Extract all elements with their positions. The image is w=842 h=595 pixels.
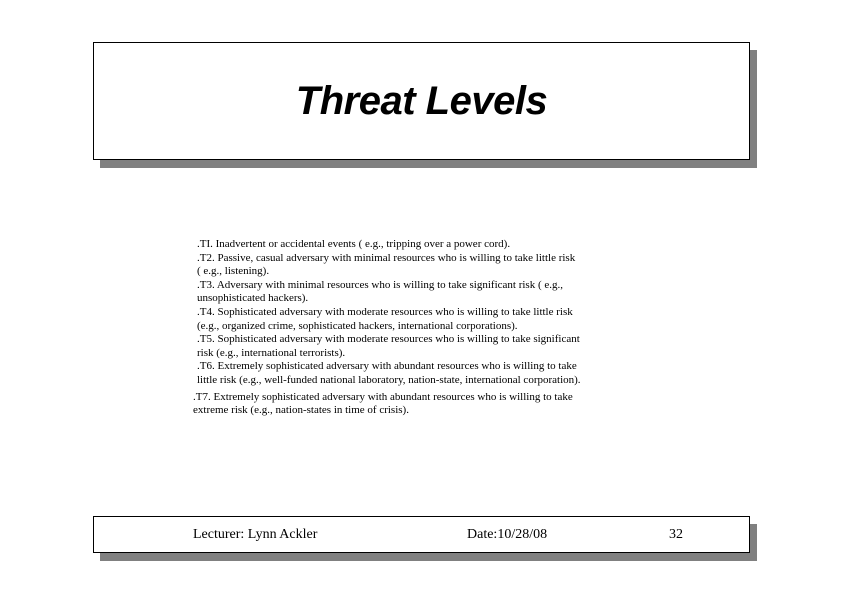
page-number: 32: [669, 527, 683, 542]
footer-box: [93, 516, 750, 553]
threat-item-line: .TI. Inadvertent or accidental events ( e.g., tripping over a power cord).: [197, 238, 511, 250]
threat-item-t1: [193, 238, 633, 252]
threat-item-line: .T7. Extremely sophisticated adversary with abundant resources who is willing to take: [193, 390, 573, 403]
date-label: Date:10/28/08: [467, 527, 548, 542]
threat-item-line: .T4. Sophisticated adversary with moderate resources who is willing to take little risk: [197, 305, 573, 318]
threat-item-line: extreme risk (e.g., nation-states in time of crisis).: [193, 404, 409, 417]
threat-item-line: .T3. Adversary with minimal resources who is willing to take significant risk ( e.g.,: [197, 278, 563, 291]
threat-item-t2: [193, 252, 633, 279]
lecturer-label: Lecturer: Lynn Ackler: [193, 527, 318, 542]
slide-title: Threat Levels: [295, 79, 548, 123]
threat-item-line: .T5. Sophisticated adversary with moderate resources who is willing to take significant: [197, 333, 580, 346]
threat-item-line: risk (e.g., international terrorists).: [197, 346, 346, 359]
threat-item-t6: [193, 360, 633, 387]
threat-item-line: .T6. Extremely sophisticated adversary with abundant resources who is willing to take: [197, 360, 577, 373]
title-box: [93, 42, 750, 160]
threat-item-line: ( e.g., listening).: [197, 265, 270, 278]
threat-item-line: (e.g., organized crime, sophisticated hackers, international corporations).: [197, 319, 518, 332]
threat-level-list: [193, 238, 633, 418]
threat-item-line: unsophisticated hackers).: [197, 292, 309, 305]
threat-item-t7: [193, 391, 633, 418]
threat-item-t5: [193, 333, 633, 360]
threat-item-t3: [193, 279, 633, 306]
threat-item-line: little risk (e.g., well-funded national laboratory, nation-state, international corporation).: [197, 373, 581, 386]
threat-item-t4: [193, 306, 633, 333]
threat-item-line: .T2. Passive, casual adversary with minimal resources who is willing to take little risk: [197, 251, 576, 264]
